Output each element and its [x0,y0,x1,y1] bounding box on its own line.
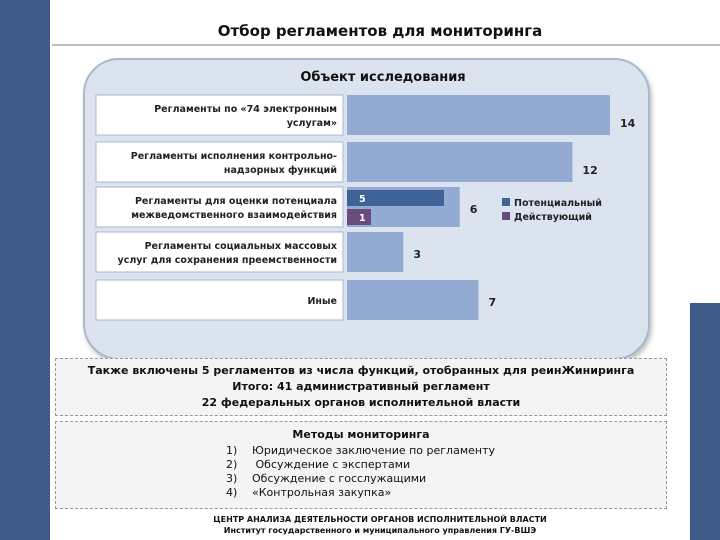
legend-swatch [502,198,510,206]
category-label-box [96,95,343,135]
method-number: 1) [226,444,238,457]
bar-value-label: 6 [469,203,478,216]
info-line-1: Также включены 5 регламентов из числа функций, отобранных для реинЖиниринга [87,364,635,377]
info-line-2: Итого: 41 административный регламент [232,380,490,393]
bar-value-label: 12 [582,164,598,177]
chart-title: Объект исследования [300,70,466,85]
footer-line-1: ЦЕНТР АНАЛИЗА ДЕЯТЕЛЬНОСТИ ОРГАНОВ ИСПОЛНИТЕЛЬНОЙ ВЛАСТИ [213,515,547,524]
methods-title: Методы мониторинга [292,428,430,441]
bar [347,280,479,320]
legend-label: Потенциальный [514,198,602,209]
info-box [55,358,667,416]
methods-box [55,421,667,509]
method-item [226,486,391,499]
category-label: Регламенты для оценки потенциала межведомственного взаимодействия [131,196,337,221]
footer-line-2: Институт государственного и муниципального управления ГУ-ВШЭ [223,526,537,535]
category-label-box [96,187,343,227]
bar [347,142,572,182]
method-text: Юридическое заключение по регламенту [252,444,496,457]
category-label: Регламенты исполнения контрольно-надзорных функций [130,151,337,176]
method-item [226,458,410,471]
method-number: 3) [226,472,238,485]
category-label: Иные [307,296,337,307]
bar-value-label: 3 [413,248,422,261]
bar-value-label: 7 [488,296,497,309]
category-label-box [96,232,343,272]
method-item [226,444,495,457]
category-label-box [96,280,343,320]
bar [347,232,403,272]
method-number: 4) [226,486,238,499]
sub-bar-value-label: 1 [359,213,366,224]
method-number: 2) [226,458,238,471]
category-label-box [96,142,343,182]
category-label: Регламенты по «74 электронным услугам» [154,104,337,129]
bar [347,95,610,135]
legend-swatch [502,212,510,220]
method-text: Обсуждение с экспертами [252,458,411,471]
sub-bar-value-label: 5 [359,194,366,205]
method-text: «Контрольная закупка» [252,486,392,499]
page-title: Отбор регламентов для мониторинга [217,22,543,40]
info-line-3: 22 федеральных органов исполнительной власти [201,396,521,409]
method-item [226,472,426,485]
bar-value-label: 14 [620,117,636,130]
category-label: Регламенты социальных массовых услуг для сохранения преемственности [117,241,337,266]
legend-label: Действующий [514,212,592,223]
method-text: Обсуждение с госслужащими [252,472,427,485]
